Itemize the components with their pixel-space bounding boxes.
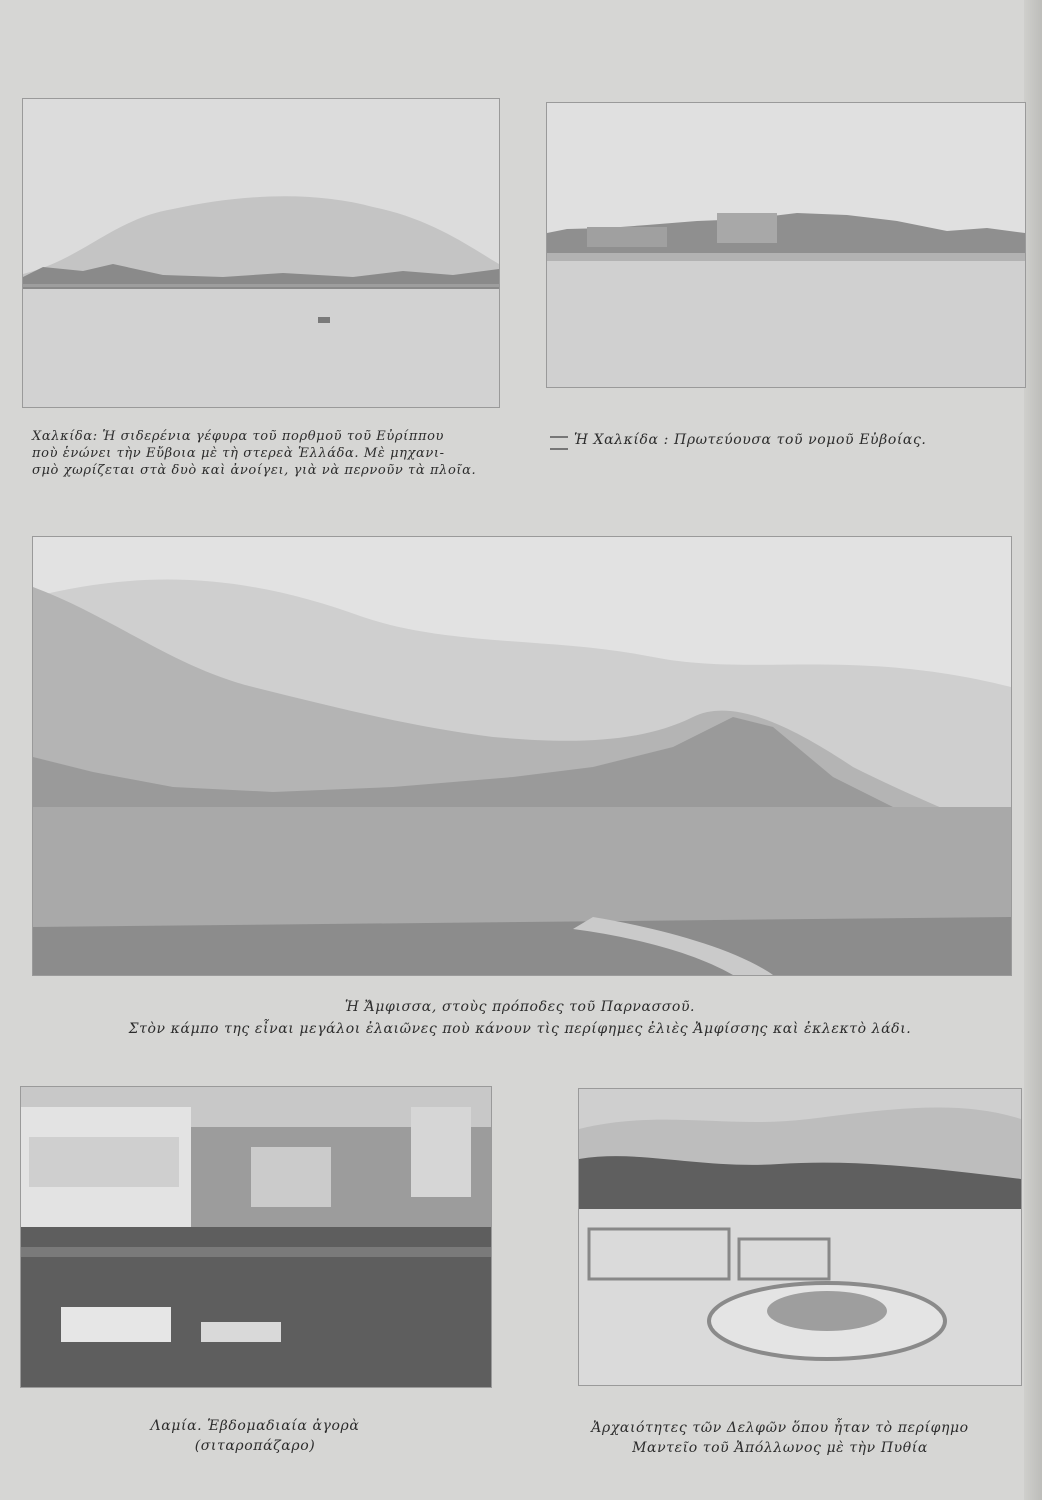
caption-line: Χαλκίδα: Ἡ σιδερένια γέφυρα τοῦ πορθμοῦ τοῦ Εὐρίππου — [32, 429, 445, 444]
caption-line: Μαντεῖο τοῦ Ἀπόλλωνος μὲ τὴν Πυθία — [632, 1440, 928, 1456]
caption-lamia-market — [80, 1416, 430, 1456]
caption-line: (σιταροπάζαρο) — [194, 1438, 316, 1454]
photo-lamia-market — [20, 1086, 492, 1388]
caption-line: Λαμία. Ἑβδομαδιαία ἀγορὰ — [150, 1418, 360, 1434]
caption-amfissa — [40, 996, 1000, 1040]
photo-chalkida-capital — [546, 102, 1026, 388]
caption-chalkida-capital — [574, 432, 994, 449]
caption-line: Ἡ Χαλκίδα : Πρωτεύουσα τοῦ νομοῦ Εὐβοίας. — [574, 432, 927, 448]
caption-line: ποὺ ἑνώνει τὴν Εὔβοια μὲ τὴ στερεὰ Ἑλλάδα. Μὲ μηχανι- — [32, 446, 445, 461]
caption-chalkida-bridge — [32, 428, 502, 479]
caption-line: Ἡ Ἄμφισσα, στοὺς πρόποδες τοῦ Παρνασσοῦ. — [344, 999, 696, 1015]
page-edge — [1024, 0, 1042, 1500]
photo-amfissa — [32, 536, 1012, 976]
photo-delphi — [578, 1088, 1022, 1386]
caption-marker — [550, 436, 568, 450]
photo-chalkida-bridge — [22, 98, 500, 408]
caption-line: Ἀρχαιότητες τῶν Δελφῶν ὅπου ἦταν τὸ περίφημο — [591, 1420, 969, 1436]
caption-line: σμὸ χωρίζεται στὰ δυὸ καὶ ἀνοίγει, γιὰ νὰ περνοῦν τὰ πλοῖα. — [32, 463, 477, 478]
caption-line: Στὸν κάμπο της εἶναι μεγάλοι ἐλαιῶνες ποὺ κάνουν τὶς περίφημες ἐλιὲς Ἀμφίσσης καὶ ἐκλεκτὸ λάδι. — [128, 1021, 912, 1037]
caption-delphi — [560, 1418, 1000, 1458]
